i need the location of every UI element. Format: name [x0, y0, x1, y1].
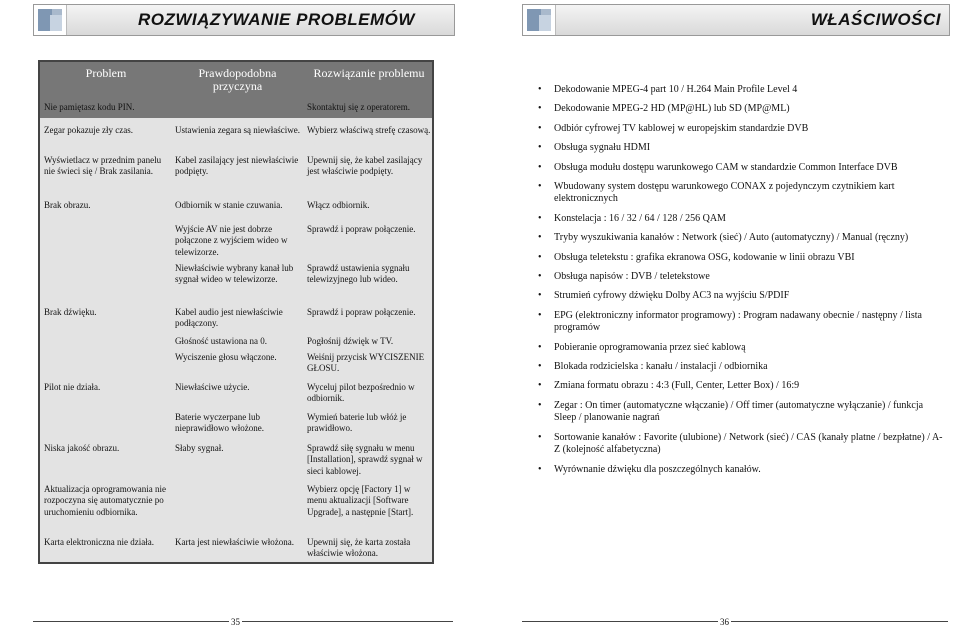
list-item: • Zegar : On timer (automatyczne włączanie) / Off timer (automatyczne wyłączanie) / funkcja Sleep / planowanie nagrań: [536, 400, 946, 424]
row-solution: Skontaktuj się z operatorem.: [307, 102, 410, 112]
list-item: • Strumień cyfrowy dźwięku Dolby AC3 na wyjściu S/PDIF: [536, 290, 946, 302]
row-problem: Brak dźwięku.: [44, 307, 97, 317]
left-header-bar: [33, 4, 455, 36]
row-solution: Sprawdź i popraw połączenie.: [307, 307, 416, 317]
footer-rule: [522, 621, 948, 622]
list-item: • Sortowanie kanałów : Favorite (ulubione) / Network (sieć) / CAS (kanały platne / bezpłatne) / A-Z (kolejność alfabetyczna): [536, 432, 946, 456]
column-header-problem: Problem: [85, 66, 127, 80]
row-problem: Karta elektroniczna nie działa.: [44, 537, 154, 547]
row-problem: Brak obrazu.: [44, 200, 91, 210]
brand-logo-icon: [34, 5, 67, 35]
row-solution: Wymień baterie lub włóż je prawidłowo.: [307, 412, 407, 434]
right-page: [480, 0, 960, 628]
list-item: • Odbiór cyfrowej TV kablowej w europejskim standardzie DVB: [536, 123, 946, 135]
row-cause: Karta jest niewłaściwie włożona.: [175, 537, 294, 547]
row-solution: Pogłośnij dźwięk w TV.: [307, 336, 394, 346]
row-problem: Nie pamiętasz kodu PIN.: [44, 102, 135, 112]
row-cause: Niewłaściwe użycie.: [175, 382, 250, 392]
list-item: • Dekodowanie MPEG-4 part 10 / H.264 Main Profile Level 4: [536, 84, 946, 96]
row-problem: Zegar pokazuje zły czas.: [44, 125, 133, 135]
row-solution: Sprawdź siłę sygnału w menu [Installation], sprawdź sygnał w sieci kablowej.: [307, 443, 423, 476]
list-item: • Obsługa teletekstu : grafika ekranowa OSG, kodowanie w linii obrazu VBI: [536, 252, 946, 264]
row-problem: Niska jakość obrazu.: [44, 443, 120, 453]
row-cause: Wyjście AV nie jest dobrze połączone z wyjściem wideo w telewizorze.: [175, 224, 288, 257]
list-item: • Wbudowany system dostępu warunkowego CONAX z pojedynczym czytnikiem kart elektronicznych: [536, 181, 946, 205]
page-number: 35: [231, 617, 240, 627]
row-solution: Wyceluj pilot bezpośrednio w odbiornik.: [307, 382, 415, 404]
list-item: • Zmiana formatu obrazu : 4:3 (Full, Center, Letter Box) / 16:9: [536, 380, 946, 392]
list-item: • Konstelacja : 16 / 32 / 64 / 128 / 256 QAM: [536, 213, 946, 225]
list-item: • Obsługa napisów : DVB / teletekstowe: [536, 271, 946, 283]
row-cause: Głośność ustawiona na 0.: [175, 336, 267, 346]
column-header-solution: Rozwiązanie problemu: [313, 66, 425, 80]
list-item: • Dekodowanie MPEG-2 HD (MP@HL) lub SD (MP@ML): [536, 103, 946, 115]
page-title: ROZWIĄZYWANIE PROBLEMÓW: [138, 10, 415, 29]
row-cause: Kabel zasilający jest niewłaściwie podpięty.: [175, 155, 299, 177]
list-item: • Obsługa modułu dostępu warunkowego CAM w standardzie Common Interface DVB: [536, 162, 946, 174]
row-solution: Sprawdź i popraw połączenie.: [307, 224, 416, 234]
row-solution: Upewnij się, że karta została właściwie włożona.: [307, 537, 411, 559]
list-item: • Wyrównanie dźwięku dla poszczególnych kanałów.: [536, 464, 946, 476]
row-solution: Wybierz właściwą strefę czasową.: [307, 125, 431, 135]
row-cause: Odbiornik w stanie czuwania.: [175, 200, 283, 210]
list-item: • Tryby wyszukiwania kanałów : Network (sieć) / Auto (automatyczny) / Manual (ręczny): [536, 232, 946, 244]
row-cause: Wyciszenie głosu włączone.: [175, 352, 277, 362]
row-cause: Słaby sygnał.: [175, 443, 224, 453]
brand-logo-icon: [523, 5, 556, 35]
list-item: • Pobieranie oprogramowania przez sieć kablową: [536, 342, 946, 354]
row-solution: Weiśnij przycisk WYCISZENIE GŁOSU.: [307, 352, 425, 374]
row-problem: Wyświetlacz w przednim panelu nie świeci się / Brak zasilania.: [44, 155, 162, 177]
right-header-bar: [522, 4, 950, 36]
troubleshooting-table: [38, 60, 434, 564]
list-item: • Obsługa sygnału HDMI: [536, 142, 946, 154]
row-cause: Niewłaściwie wybrany kanał lub sygnał wideo w telewizorze.: [175, 263, 294, 285]
footer-rule: [33, 621, 453, 622]
row-problem: Aktualizacja oprogramowania nie rozpoczyna się automatycznie po uruchomieniu odbiornika.: [44, 484, 166, 517]
row-solution: Włącz odbiornik.: [307, 200, 370, 210]
row-cause: Ustawienia zegara są niewłaściwe.: [175, 125, 300, 135]
page-number: 36: [720, 617, 729, 627]
page-title: WŁAŚCIWOŚCI: [810, 10, 941, 29]
row-problem: Pilot nie działa.: [44, 382, 101, 392]
column-header-cause: Prawdopodobna przyczyna: [198, 66, 277, 93]
list-item: • Blokada rodzicielska : kanału / instalacji / odbiornika: [536, 361, 946, 373]
row-cause: Kabel audio jest niewłaściwie podłączony.: [175, 307, 283, 329]
row-cause: Baterie wyczerpane lub nieprawidłowo włożone.: [175, 412, 264, 434]
row-solution: Upewnij się, że kabel zasilający jest właściwie podpięty.: [307, 155, 423, 177]
list-item: • EPG (elektroniczny informator programowy) : Program nadawany obecnie / następny / lista programów: [536, 310, 946, 334]
row-solution: Sprawdź ustawienia sygnału telewizyjnego lub wideo.: [307, 263, 410, 285]
row-solution: Wybierz opcję [Factory 1] w menu aktualizacji [Software Upgrade], a następnie [Start].: [307, 484, 414, 517]
